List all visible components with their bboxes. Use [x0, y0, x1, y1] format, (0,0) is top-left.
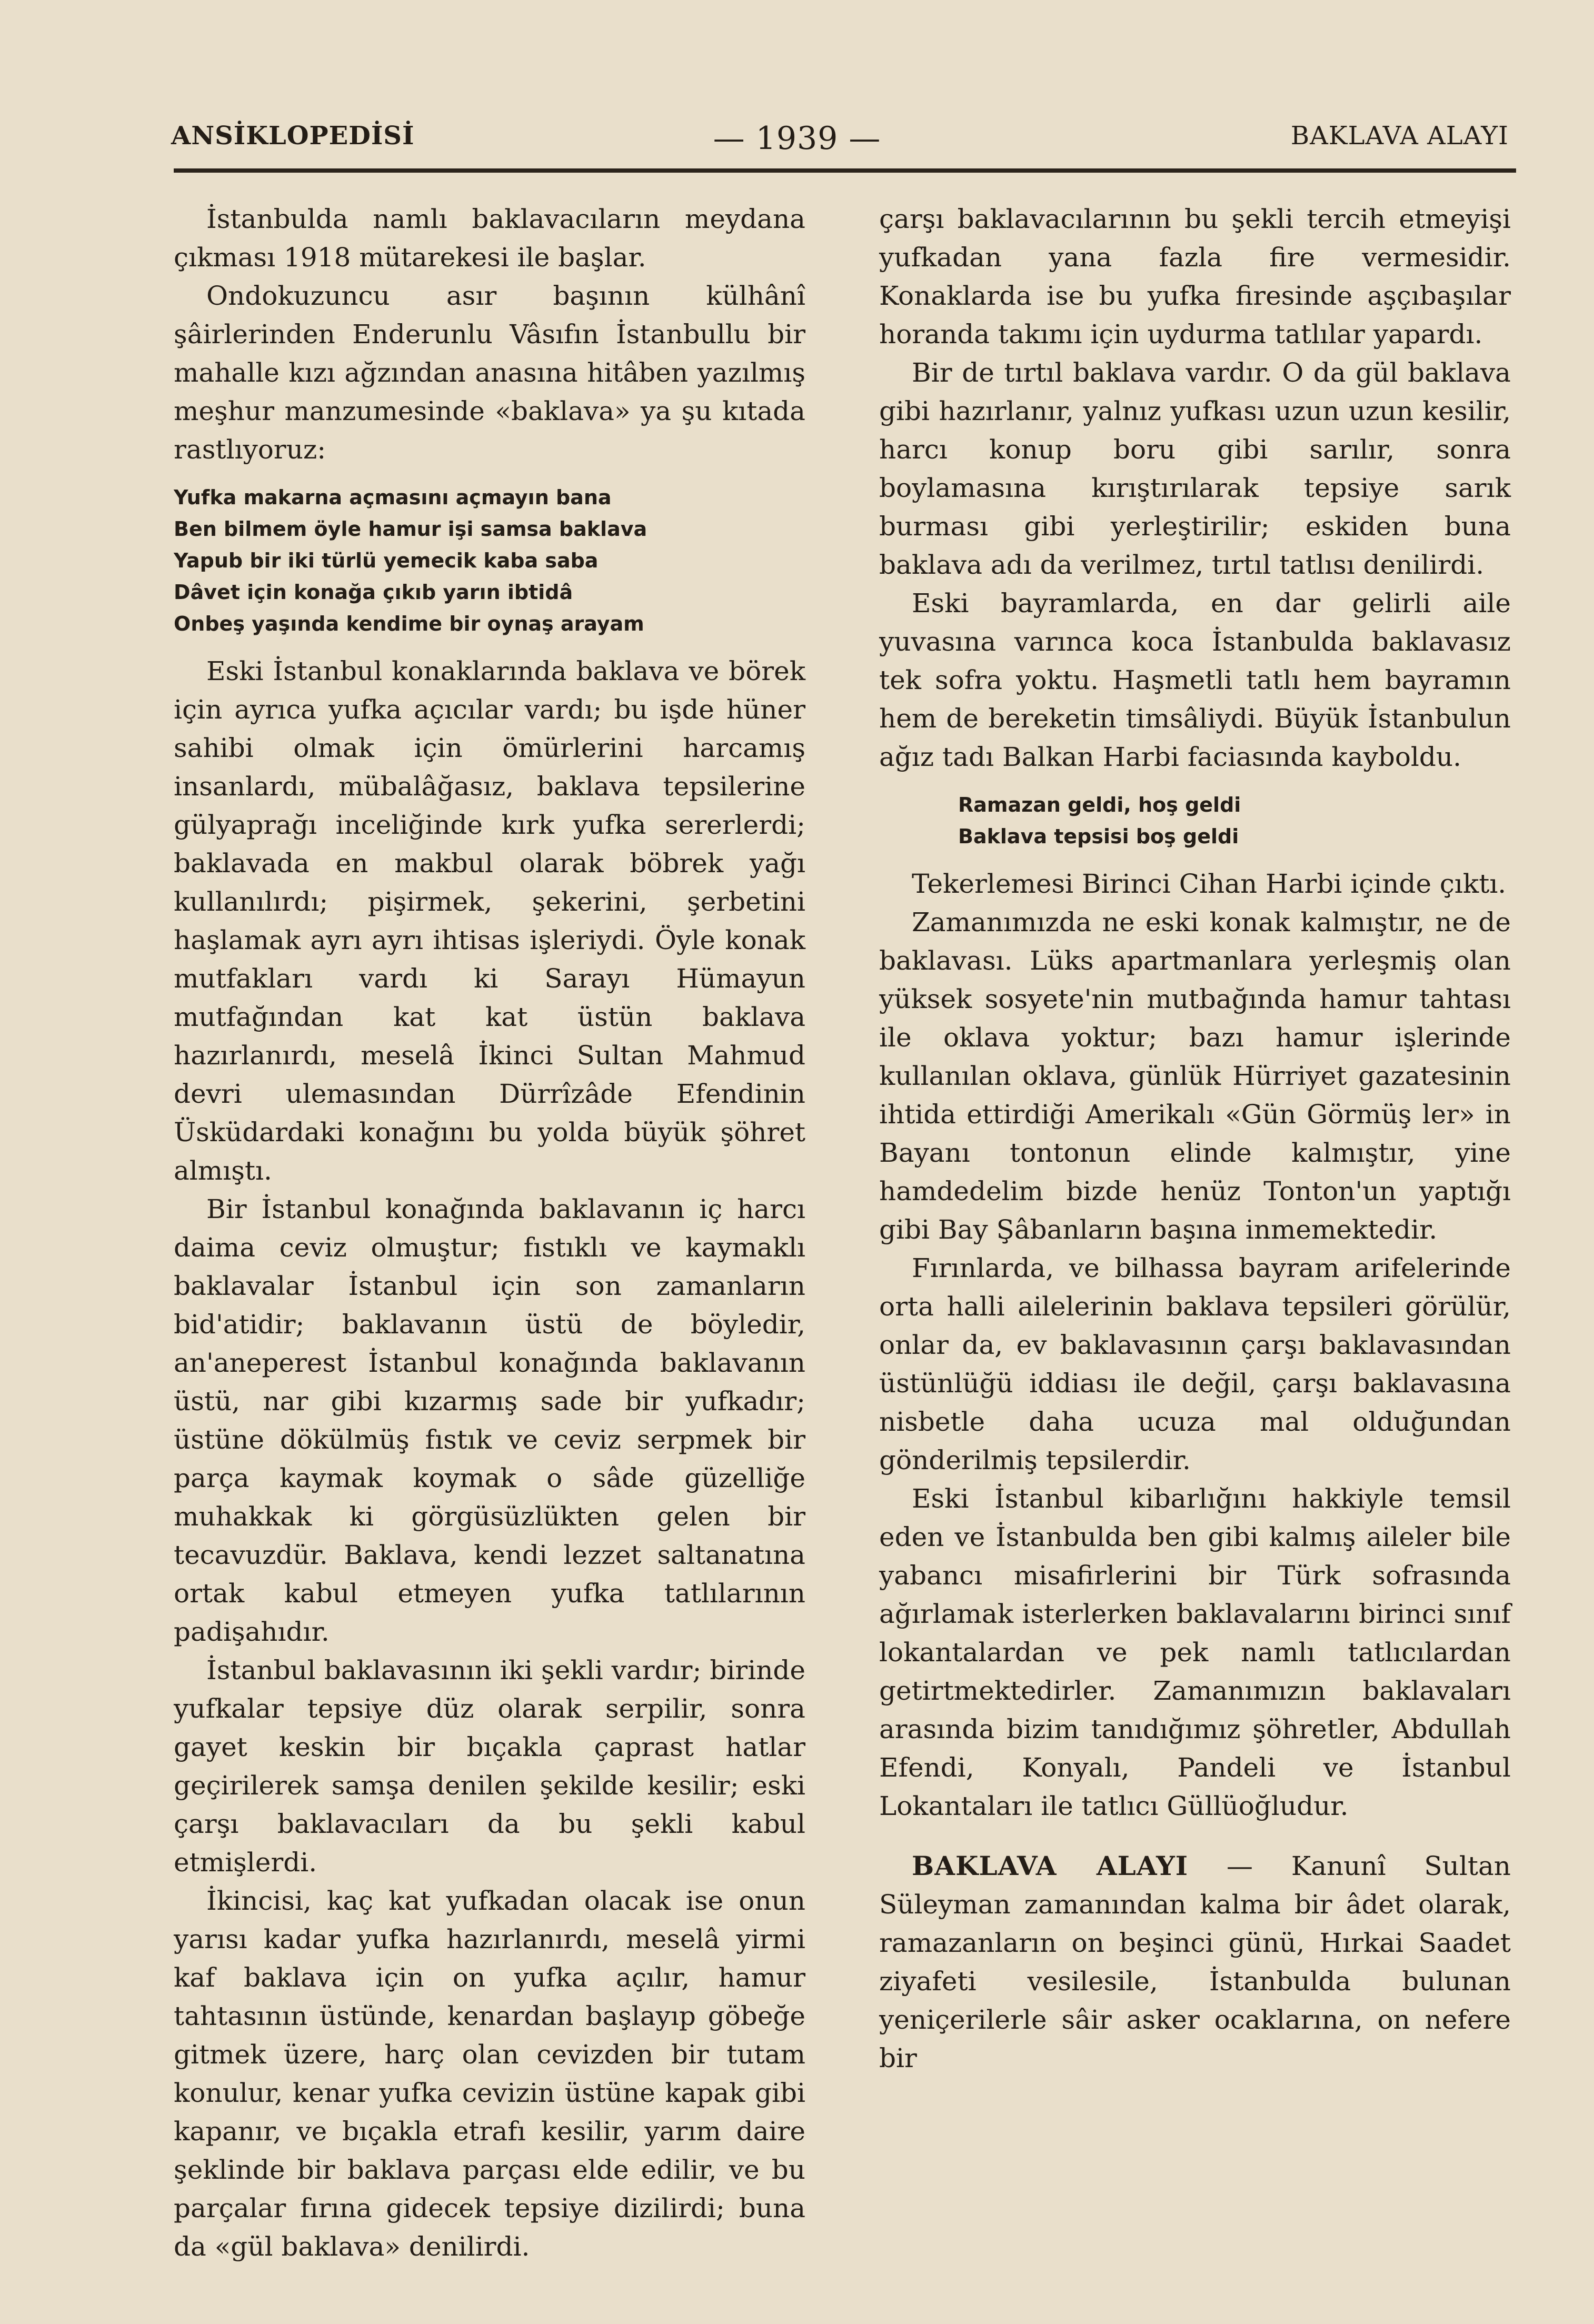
- paragraph: Ondokuzuncu asır başının külhânî şâirlerinden Enderunlu Vâsıfın İstanbullu bir mahalle kızı ağzından anasına hitâben yazılmış meşhur manzumesinde «baklava» ya şu kıtada rastlıyoruz:: [174, 281, 805, 465]
- verse-line: Yapub bir iki türlü yemecik kaba saba: [174, 549, 599, 572]
- paragraph: Fırınlarda, ve bilhassa bayram arifelerinde orta halli ailelerinin baklava tepsileri görülür, onlar da, ev baklavasının çarşı baklavasından üstünlüğü iddiası ile değil, çarşı baklavasına nisbetle daha ucuza mal olduğundan gönderilmiş tepsilerdir.: [879, 1253, 1511, 1475]
- verse-line: Ben bilmem öyle hamur işi samsa baklava: [174, 517, 647, 541]
- verse-line: Ramazan geldi, hoş geldi: [958, 793, 1241, 816]
- page-number: — 1939 —: [713, 120, 881, 157]
- header-rule: [174, 168, 1516, 173]
- paragraph: Tekerlemesi Birinci Cihan Harbi içinde çıktı.: [912, 869, 1507, 899]
- right-column: [879, 200, 1511, 2078]
- entry-text: — Kanunî Sultan Süleyman zamanından kalma bir âdet olarak, ramazanların on beşinci günü, Hırkai Saadet ziyafeti vesilesile, İstanbulda bulunan yeniçerilerle sâir asker ocaklarına, on nefere bir: [879, 1851, 1511, 2073]
- paragraph: Eski İstanbul konaklarında baklava ve börek için ayrıca yufka açıcılar vardı; bu işde hüner sahibi olmak için ömürlerini harcamış insanlardı, mübalâğasız, baklava tepsilerine gülyaprağı inceliğinde kırk yufka sererlerdi; baklavada en makbul olarak böbrek yağı kullanılırdı; pişirmek, şekerini, şerbetini haşlamak ayrı ayrı ihtisas işleriydi. Öyle konak mutfakları vardı ki Sarayı Hümayun mutfağından kat kat üstün baklava hazırlanırdı, meselâ İkinci Sultan Mahmud devri ulemasından Dürrîzâde Efendinin Üsküdardaki konağını bu yolda büyük şöhret almıştı.: [174, 656, 805, 1186]
- verse-line: Yufka makarna açmasını açmayın bana: [174, 486, 612, 509]
- paragraph: Bir de tırtıl baklava vardır. O da gül baklava gibi hazırlanır, yalnız yufkası uzun uzun kesilir, harcı konup boru gibi sarılır, sonra boylamasına kırıştırılarak tepsiye sarık burması gibi yerleştirilir; eskiden buna baklava adı da verilmez, tırtıl tatlısı denilirdi.: [879, 357, 1511, 580]
- entry-title: BAKLAVA ALAYI: [912, 1850, 1189, 1881]
- entry-paragraph: [879, 1847, 1511, 2078]
- running-header-right: BAKLAVA ALAYI: [1290, 121, 1509, 151]
- left-column: [174, 200, 805, 2266]
- running-header-left: ANSİKLOPEDİSİ: [171, 121, 415, 151]
- verse-block: [958, 789, 1511, 852]
- paragraph: İstanbulda namlı baklavacıların meydana çıkması 1918 mütarekesi ile başlar.: [174, 204, 805, 273]
- verse-line: Baklava tepsisi boş geldi: [958, 825, 1239, 848]
- paragraph: Eski İstanbul kibarlığını hakkiyle temsil eden ve İstanbulda ben gibi kalmış aileler bile yabancı misafirlerini bir Türk sofrasında ağırlamak isterlerken baklavalarını birinci sınıf lokantalardan ve pek namlı tatlıcılardan getirtmektedirler. Zamanımızın baklavaları arasında bizim tanıdığımız şöhretler, Abdullah Efendi, Konyalı, Pandeli ve İstanbul Lokantaları ile tatlıcı Güllüoğludur.: [879, 1483, 1511, 1821]
- paragraph: çarşı baklavacılarının bu şekli tercih etmeyişi yufkadan yana fazla fire vermesidir. Konaklarda ise bu yufka firesinde aşçıbaşılar horanda takımı için uydurma tatlılar yapardı.: [879, 204, 1511, 350]
- paragraph: İkincisi, kaç kat yufkadan olacak ise onun yarısı kadar yufka hazırlanırdı, meselâ yirmi kaf baklava için on yufka açılır, hamur tahtasının üstünde, kenardan başlayıp göbeğe gitmek üzere, harç olan cevizden bir tutam konulur, kenar yufka cevizin üstüne kapak gibi kapanır, ve bıçakla etrafı kesilir, yarım daire şeklinde bir baklava parçası elde edilir, ve bu parçalar fırına gidecek tepsiye dizilirdi; buna da «gül baklava» denilirdi.: [174, 1886, 805, 2262]
- verse-line: Onbeş yaşında kendime bir oynaş arayam: [174, 612, 644, 635]
- paragraph: Eski bayramlarda, en dar gelirli aile yuvasına varınca koca İstanbulda baklavasız tek sofra yoktu. Haşmetli tatlı hem bayramın hem de bereketin timsâliydi. Büyük İstanbulun ağız tadı Balkan Harbi faciasında kayboldu.: [879, 588, 1511, 772]
- verse-block: [174, 482, 805, 640]
- paragraph: Zamanımızda ne eski konak kalmıştır, ne de baklavası. Lüks apartmanlara yerleşmiş olan yüksek sosyete'nin mutbağında hamur tahtası ile oklava yoktur; bazı hamur işlerinde kullanılan oklava, günlük Hürriyet gazatesinin ihtida ettirdiği Amerikalı «Gün Görmüş ler» in Bayanı tontonun elinde kalmıştır, yine hamdedelim bizde henüz Tonton'un yaptığı gibi Bay Şâbanların başına inmemektedir.: [879, 907, 1511, 1245]
- paragraph: İstanbul baklavasının iki şekli vardır; birinde yufkalar tepsiye düz olarak serpilir, sonra gayet keskin bir bıçakla çaprast hatlar geçirilerek samşa denilen şekilde kesilir; eski çarşı baklavacıları da bu şekli kabul etmişlerdi.: [174, 1655, 805, 1878]
- verse-line: Dâvet için konağa çıkıb yarın ibtidâ: [174, 581, 573, 604]
- paragraph: Bir İstanbul konağında baklavanın iç harcı daima ceviz olmuştur; fıstıklı ve kaymaklı baklavalar İstanbul için son zamanların bid'atidir; baklavanın üstü de böyledir, an'aneperest İstanbul konağında baklavanın üstü, nar gibi kızarmış sade bir yufkadır; üstüne dökülmüş fıstık ve ceviz serpmek bir parça kaymak koymak o sâde güzelliğe muhakkak ki görgüsüzlükten gelen bir tecavuzdür. Baklava, kendi lezzet saltanatına ortak kabul etmeyen yufka tatlılarının padişahıdır.: [174, 1194, 805, 1647]
